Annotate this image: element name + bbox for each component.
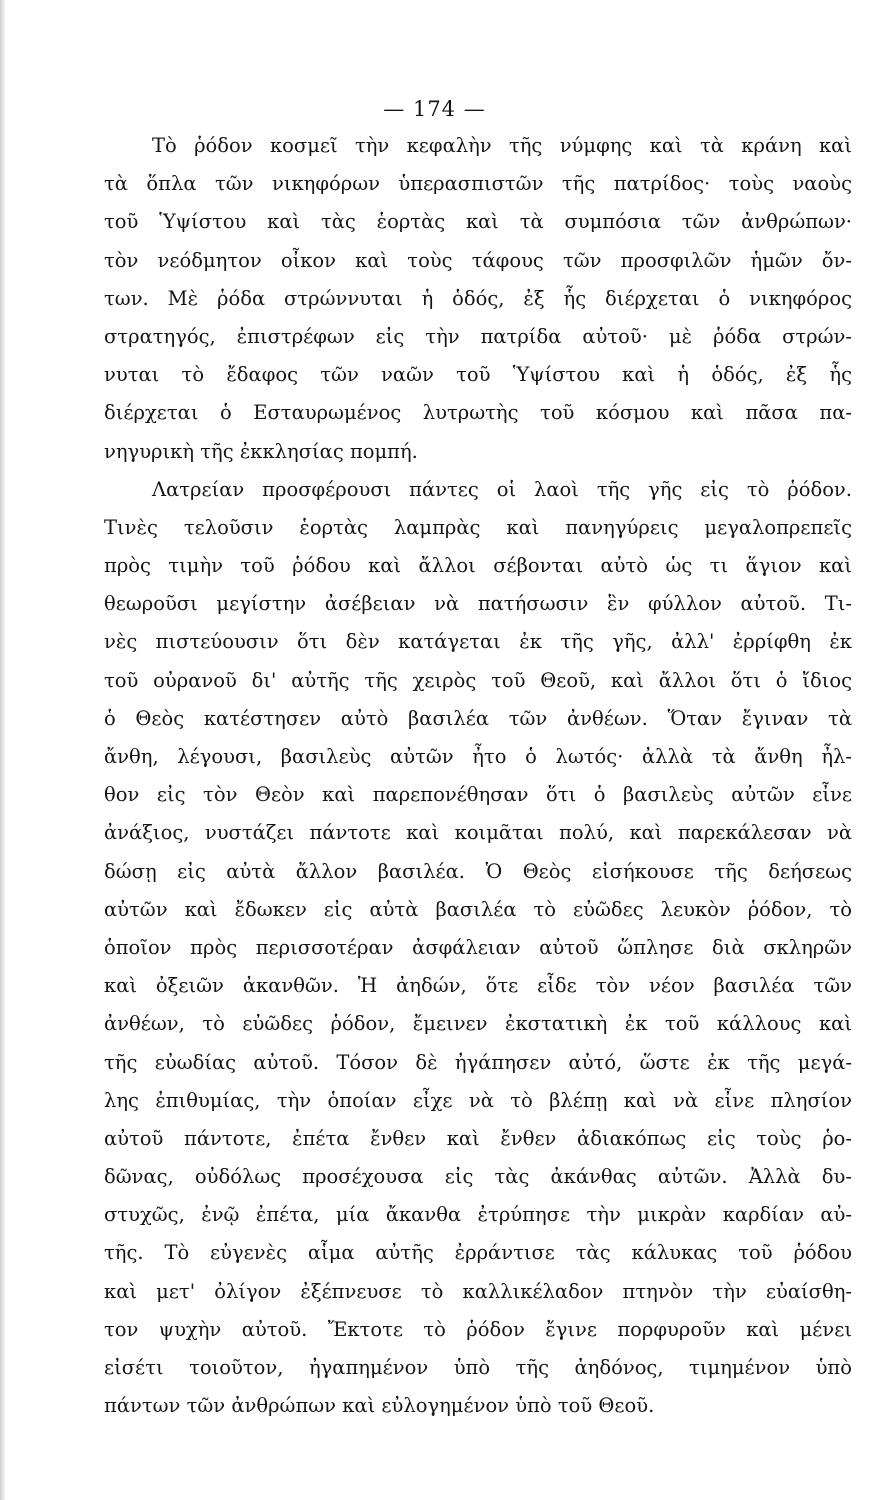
text-line: καὶ ὀξειῶν ἀκανθῶν. Ἡ ἀηδών, ὅτε εἶδε τὸν νέον βασιλέα τῶν [104, 974, 852, 998]
text-line: δώσῃ εἰς αὐτὰ ἄλλον βασιλέα. Ὁ Θεὸς εἰσήκουσε τῆς δεήσεως [104, 859, 852, 883]
text-line: νηγυρικὴ τῆς ἐκκλησίας πομπή. [104, 439, 418, 463]
text-line: νυται τὸ ἔδαφος τῶν ναῶν τοῦ Ὑψίστου καὶ ἡ ὁδός, ἐξ ἧς [104, 363, 852, 387]
text-line: λης ἐπιθυμίας, τὴν ὁποίαν εἶχε νὰ τὸ βλέπῃ καὶ νὰ εἶνε πλησίον [104, 1088, 852, 1112]
text-line: τὰ ὅπλα τῶν νικηφόρων ὑπερασπιστῶν τῆς πατρίδος· τοὺς ναοὺς [104, 172, 852, 196]
text-line: διέρχεται ὁ Εσταυρωμένος λυτρωτὴς τοῦ κόσμου καὶ πᾶσα πα- [104, 401, 852, 425]
page-edge-shadow [0, 0, 6, 1500]
text-line: ὁ Θεὸς κατέστησεν αὐτὸ βασιλέα τῶν ἀνθέων. Ὅταν ἔγιναν τὰ [104, 706, 852, 730]
text-line: Λατρείαν προσφέρουσι πάντες οἱ λαοὶ τῆς γῆς εἰς τὸ ῥόδον. [152, 477, 852, 501]
text-line: πάντων τῶν ἀνθρώπων καὶ εὐλογημένον ὑπὸ τοῦ Θεοῦ. [104, 1394, 655, 1418]
page-number: — 174 — [383, 97, 486, 121]
text-line: δῶνας, οὐδόλως προσέχουσα εἰς τὰς ἀκάνθας αὐτῶν. Ἀλλὰ δυ- [104, 1165, 852, 1189]
text-line: τον ψυχὴν αὐτοῦ. Ἔκτοτε τὸ ῥόδον ἔγινε πορφυροῦν καὶ μένει [104, 1317, 852, 1341]
text-line: τοῦ Ὑψίστου καὶ τὰς ἑορτὰς καὶ τὰ συμπόσια τῶν ἀνθρώπων· [104, 210, 852, 234]
text-line: ὁποῖον πρὸς περισσοτέραν ἀσφάλειαν αὐτοῦ ὥπλησε διὰ σκληρῶν [104, 935, 852, 959]
text-line: αὐτοῦ πάντοτε, ἐπέτα ἔνθεν καὶ ἔνθεν ἀδιακόπως εἰς τοὺς ῥο- [104, 1126, 852, 1150]
text-line: τοῦ οὐρανοῦ δι' αὐτῆς τῆς χειρὸς τοῦ Θεοῦ, καὶ ἄλλοι ὅτι ὁ ἴδιος [104, 668, 852, 692]
text-line: εἰσέτι τοιοῦτον, ἠγαπημένον ὑπὸ τῆς ἀηδόνος, τιμημένον ὑπὸ [104, 1356, 852, 1379]
text-line: ἀνάξιος, νυστάζει πάντοτε καὶ κοιμᾶται πολύ, καὶ παρεκάλεσαν νὰ [104, 821, 852, 845]
text-line: Τὸ ῥόδον κοσμεῖ τὴν κεφαλὴν τῆς νύμφης καὶ τὰ κράνη καὶ [152, 134, 852, 157]
text-line: καὶ μετ' ὀλίγον ἐξέπνευσε τὸ καλλικέλαδον πτηνὸν τὴν εὐαίσθη- [104, 1279, 852, 1303]
text-line: τῆς. Τὸ εὐγενὲς αἷμα αὐτῆς ἐρράντισε τὰς κάλυκας τοῦ ῥόδου [104, 1241, 852, 1265]
text-line: θον εἰς τὸν Θεὸν καὶ παρεπονέθησαν ὅτι ὁ βασιλεὺς αὐτῶν εἶνε [104, 783, 852, 807]
text-line: στυχῶς, ἐνῷ ἐπέτα, μία ἄκανθα ἐτρύπησε τὴν μικρὰν καρδίαν αὐ- [104, 1203, 852, 1227]
text-line: στρατηγός, ἐπιστρέφων εἰς τὴν πατρίδα αὐτοῦ· μὲ ῥόδα στρών- [104, 324, 852, 348]
body-text [104, 127, 852, 1425]
text-line: θεωροῦσι μεγίστην ἀσέβειαν νὰ πατήσωσιν ἓν φύλλον αὐτοῦ. Τι- [104, 592, 852, 616]
text-line: νὲς πιστεύουσιν ὅτι δὲν κατάγεται ἐκ τῆς γῆς, ἀλλ' ἐρρίφθη ἐκ [104, 630, 852, 654]
text-line: τὸν νεόδμητον οἶκον καὶ τοὺς τάφους τῶν προσφιλῶν ἡμῶν ὄν- [104, 248, 852, 272]
text-line: ἄνθη, λέγουσι, βασιλεὺς αὐτῶν ἦτο ὁ λωτός· ἀλλὰ τὰ ἄνθη ἦλ- [104, 745, 852, 768]
text-line: τῆς εὐωδίας αὐτοῦ. Τόσον δὲ ἠγάπησεν αὐτό, ὥστε ἐκ τῆς μεγά- [104, 1050, 852, 1074]
text-line: Τινὲς τελοῦσιν ἑορτὰς λαμπρὰς καὶ πανηγύρεις μεγαλοπρεπεῖς [104, 515, 852, 539]
text-line: ἀνθέων, τὸ εὐῶδες ῥόδον, ἔμεινεν ἐκστατικὴ ἐκ τοῦ κάλλους καὶ [104, 1012, 852, 1036]
text-line: πρὸς τιμὴν τοῦ ῥόδου καὶ ἄλλοι σέβονται αὐτὸ ὡς τι ἅγιον καὶ [104, 554, 852, 578]
text-line: αὐτῶν καὶ ἔδωκεν εἰς αὐτὰ βασιλέα τὸ εὐῶδες λευκὸν ῥόδον, τὸ [104, 897, 852, 921]
text-line: των. Μὲ ῥόδα στρώννυται ἡ ὁδός, ἐξ ἧς διέρχεται ὁ νικηφόρος [104, 286, 852, 310]
